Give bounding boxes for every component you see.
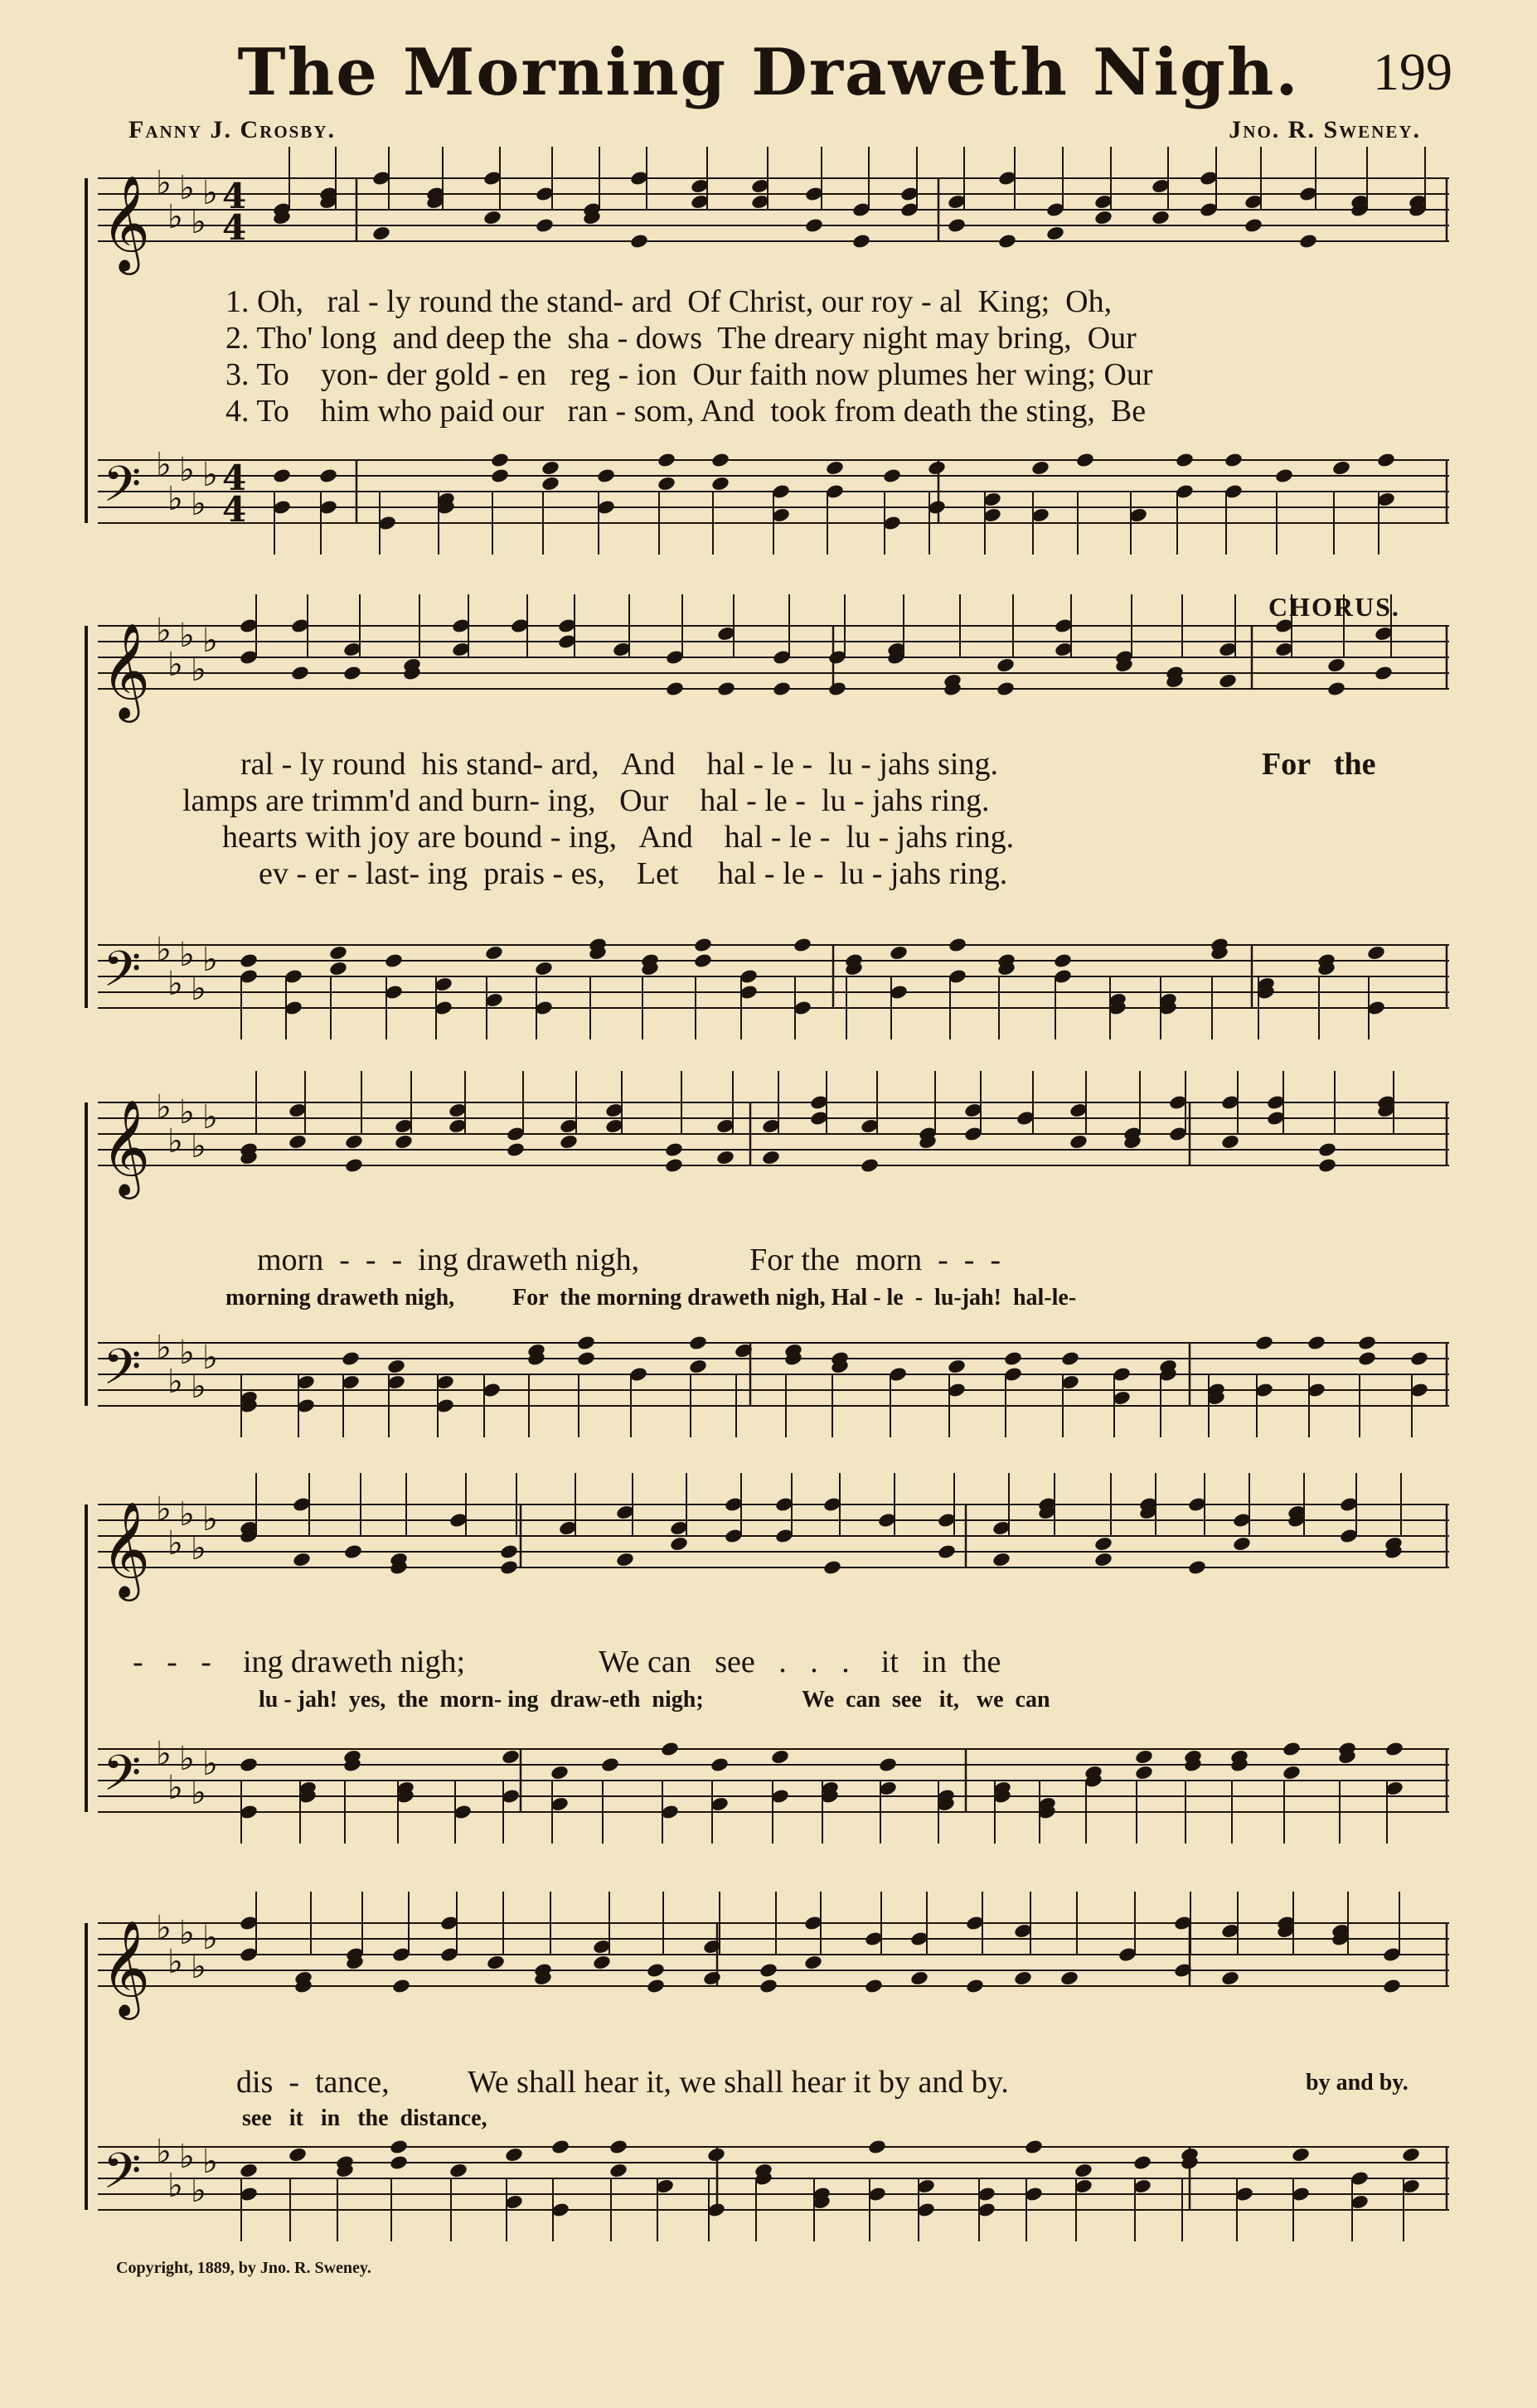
note-head: [665, 681, 685, 697]
note-head: [804, 217, 824, 234]
note-head: [239, 952, 259, 969]
note-head: [629, 233, 649, 250]
note-head: [657, 452, 676, 468]
note-head: [506, 1141, 526, 1158]
note-head: [889, 945, 909, 962]
note-head: [992, 1552, 1011, 1568]
chorus-lyric-2: - - - ing draweth nigh; We can see . . . it in the: [133, 1645, 1001, 1679]
note-head: [448, 2163, 468, 2179]
note-head: [1357, 1335, 1377, 1351]
note-head: [1401, 2147, 1421, 2163]
note-head: [793, 937, 812, 953]
note-head: [646, 1978, 666, 1994]
note-head: [860, 1157, 880, 1174]
note-head: [608, 2139, 628, 2155]
flat-icon: ♭: [202, 1500, 218, 1538]
bass-clef-icon: 𝄢: [103, 1744, 142, 1814]
flat-icon: ♭: [179, 617, 195, 655]
flat-icon: ♭: [167, 480, 183, 518]
note-head: [965, 1978, 985, 1994]
flat-icon: ♭: [179, 936, 195, 974]
note-head: [371, 225, 391, 242]
note-head: [864, 1978, 884, 1994]
flat-icon: ♭: [179, 451, 195, 489]
note-head: [1376, 452, 1396, 468]
flat-icon: ♭: [202, 941, 218, 979]
flat-icon: ♭: [179, 2138, 195, 2176]
note-head: [693, 952, 713, 969]
flat-icon: ♭: [202, 1098, 218, 1136]
note-head: [328, 945, 348, 962]
note-head: [710, 1756, 730, 1773]
flat-icon: ♭: [202, 1745, 218, 1783]
verse-4-line-2: ev - er - last- ing prais - es, Let hal - le - lu - jahs ring.: [259, 856, 1008, 891]
bass-clef-icon: 𝄢: [103, 1338, 142, 1407]
chorus-echo-lyric: by and by.: [1306, 2070, 1409, 2095]
note-head: [394, 1134, 414, 1151]
flat-icon: ♭: [167, 1122, 183, 1160]
note-head: [386, 1359, 406, 1375]
note-head: [1254, 1335, 1274, 1351]
note-head: [290, 665, 310, 681]
note-head: [318, 468, 338, 484]
flat-icon: ♭: [156, 931, 172, 969]
note-head: [825, 460, 845, 477]
note-head: [822, 1559, 842, 1576]
lyricist-credit: Fanny J. Crosby.: [128, 116, 337, 143]
note-head: [770, 1749, 790, 1766]
note-head: [541, 476, 560, 492]
flat-icon: ♭: [167, 646, 183, 684]
verse-2-line-1: 2. Tho' long and deep the sha - dows The dreary night may bring, Our: [225, 321, 1137, 356]
bass-clef-icon: 𝄢: [103, 455, 142, 525]
verse-3-line-2: hearts with joy are bound - ing, And hal - le - lu - jahs ring.: [222, 820, 1015, 855]
flat-icon: ♭: [191, 1529, 206, 1567]
note-head: [272, 468, 292, 484]
treble-clef-icon: 𝄞: [101, 622, 151, 719]
flat-icon: ♭: [191, 1948, 206, 1986]
note-head: [389, 2139, 409, 2155]
verse-3-line-1: 3. To yon- der gold - en reg - ion Our faith now plumes her wing; Our: [225, 357, 1153, 392]
note-head: [1291, 2147, 1311, 2163]
note-head: [1134, 1749, 1154, 1766]
flat-icon: ♭: [156, 1329, 172, 1367]
flat-icon: ♭: [179, 1093, 195, 1131]
chorus-lyric-1: morn - - - ing draweth nigh, For the morn - - -: [257, 1243, 1001, 1277]
note-head: [608, 2163, 628, 2179]
chorus-alto-lyric-2: lu - jah! yes, the morn- ing draw-eth nigh; We can see it, we can: [259, 1687, 1050, 1713]
note-head: [997, 233, 1017, 250]
note-head: [342, 665, 362, 681]
bass-clef-icon: 𝄢: [103, 940, 142, 1010]
note-head: [1282, 1741, 1302, 1757]
note-head: [391, 1978, 411, 1994]
note-head: [343, 1543, 363, 1560]
note-head: [499, 1559, 519, 1576]
flat-icon: ♭: [156, 1735, 172, 1773]
note-head: [541, 460, 560, 477]
note-head: [1220, 1134, 1240, 1151]
note-head: [384, 952, 404, 969]
note-head: [669, 1536, 689, 1553]
note-head: [948, 937, 967, 953]
note-head: [1224, 452, 1244, 468]
flat-icon: ♭: [167, 1769, 183, 1807]
note-head: [1244, 217, 1263, 234]
note-head: [341, 1350, 361, 1367]
note-head: [1282, 1765, 1302, 1781]
note-head: [1274, 468, 1294, 484]
verse-2-line-2: lamps are trimm'd and burn- ing, Our hal - le - lu - jahs ring.: [182, 783, 990, 818]
note-head: [1134, 1765, 1154, 1781]
flat-icon: ♭: [179, 1495, 195, 1533]
note-head: [1232, 1536, 1252, 1553]
note-head: [947, 1359, 967, 1375]
time-signature-bottom: 4: [222, 207, 247, 248]
note-head: [772, 681, 792, 697]
flat-icon: ♭: [156, 2133, 172, 2171]
chorus-alto-lyric-1: morning draweth nigh, For the morning draweth nigh, Hal - le - lu-jah! hal-le-: [225, 1285, 1077, 1311]
note-head: [1074, 2163, 1093, 2179]
note-head: [1093, 1536, 1113, 1553]
note-head: [490, 468, 510, 484]
note-head: [239, 1756, 259, 1773]
note-head: [1069, 1134, 1089, 1151]
note-head: [657, 476, 676, 492]
note-head: [996, 681, 1016, 697]
flat-icon: ♭: [156, 446, 172, 484]
flat-icon: ♭: [156, 164, 172, 202]
chorus-label: CHORUS.: [1268, 592, 1400, 622]
note-head: [1382, 1978, 1402, 1994]
flat-icon: ♭: [191, 1368, 206, 1406]
note-head: [761, 1150, 781, 1166]
flat-icon: ♭: [167, 198, 183, 236]
flat-icon: ♭: [167, 965, 183, 1003]
note-head: [504, 2147, 524, 2163]
note-head: [1409, 1350, 1429, 1367]
note-head: [1059, 1970, 1079, 1987]
flat-icon: ♭: [202, 1339, 218, 1377]
note-head: [1326, 681, 1346, 697]
note-head: [664, 1141, 684, 1158]
note-head: [688, 1359, 708, 1375]
note-head: [867, 2139, 887, 2155]
verse-1-line-1: 1. Oh, ral - ly round the stand- ard Of Christ, our roy - al King; Oh,: [225, 284, 1113, 319]
note-head: [937, 1543, 957, 1560]
note-head: [550, 1765, 570, 1781]
note-head: [927, 460, 947, 477]
verse-1-line-2: ral - ly round his stand- ard, And hal - le - lu - jahs sing.: [240, 747, 998, 782]
note-head: [1298, 233, 1318, 250]
note-head: [486, 1955, 506, 1971]
composer-credit: Jno. R. Sweney.: [1229, 116, 1421, 143]
note-head: [288, 2147, 308, 2163]
flat-icon: ♭: [167, 1524, 183, 1563]
note-head: [484, 945, 504, 962]
note-head: [1357, 1350, 1377, 1367]
note-head: [759, 1978, 778, 1994]
flat-icon: ♭: [156, 1088, 172, 1126]
note-head: [389, 2154, 409, 2171]
note-head: [1045, 225, 1065, 242]
note-head: [715, 1150, 735, 1166]
treble-clef-icon: 𝄞: [101, 1919, 151, 2016]
note-head: [803, 1955, 823, 1971]
note-head: [344, 1157, 364, 1174]
note-head: [1151, 210, 1171, 226]
note-head: [1030, 460, 1050, 477]
flat-icon: ♭: [202, 2143, 218, 2181]
verse-4-line-1: 4. To him who paid our ran - som, And took from death the sting, Be: [225, 394, 1147, 429]
note-head: [1093, 1552, 1113, 1568]
note-head: [1093, 210, 1113, 226]
chorus-lyric-3: dis - tance, We shall hear it, we shall hear it by and by.: [236, 2065, 1009, 2100]
treble-clef-icon: 𝄞: [101, 1098, 151, 1195]
note-head: [1384, 1741, 1404, 1757]
note-head: [1218, 673, 1238, 690]
note-head: [535, 217, 555, 234]
note-head: [288, 1134, 308, 1151]
flat-icon: ♭: [202, 1919, 218, 1957]
bass-clef-icon: 𝄢: [103, 2142, 142, 2212]
note-head: [710, 476, 730, 492]
note-head: [664, 1157, 684, 1174]
note-head: [646, 1962, 666, 1979]
flat-icon: ♭: [167, 2167, 183, 2205]
note-head: [1366, 945, 1386, 962]
flat-icon: ♭: [179, 1334, 195, 1372]
flat-icon: ♭: [167, 1943, 183, 1981]
note-head: [592, 1955, 612, 1971]
flat-icon: ♭: [179, 1740, 195, 1778]
note-head: [499, 1543, 519, 1560]
time-signature-top: 4: [222, 176, 247, 216]
flat-icon: ♭: [179, 1914, 195, 1952]
hymn-title: The Morning Draweth Nigh.: [237, 35, 1300, 110]
note-head: [615, 1552, 635, 1568]
note-head: [759, 1962, 778, 1979]
flat-icon: ♭: [156, 1490, 172, 1529]
flat-icon: ♭: [191, 651, 206, 689]
note-head: [882, 468, 902, 484]
flat-icon: ♭: [191, 1127, 206, 1165]
note-head: [490, 452, 510, 468]
treble-clef-icon: 𝄞: [101, 1500, 151, 1597]
note-head: [996, 657, 1016, 674]
time-signature-top: 4: [222, 458, 247, 498]
note-head: [600, 1756, 620, 1773]
note-head: [1374, 665, 1394, 681]
note-head: [596, 468, 616, 484]
note-head: [534, 961, 554, 977]
flat-icon: ♭: [156, 1909, 172, 1947]
note-head: [1317, 1157, 1337, 1174]
note-head: [827, 681, 847, 697]
note-head: [1132, 2154, 1152, 2171]
flat-icon: ♭: [202, 456, 218, 494]
flat-icon: ♭: [191, 203, 206, 241]
note-head: [576, 1335, 596, 1351]
note-head: [1220, 1970, 1240, 1987]
flat-icon: ♭: [191, 2172, 206, 2210]
note-head: [1075, 452, 1095, 468]
note-head: [292, 1552, 312, 1568]
note-head: [239, 2163, 259, 2179]
note-head: [1326, 657, 1346, 674]
note-head: [1331, 460, 1351, 477]
page-number: 199: [1373, 42, 1452, 101]
note-head: [878, 1756, 898, 1773]
note-head: [947, 217, 967, 234]
copyright-notice: Copyright, 1889, by Jno. R. Sweney.: [116, 2259, 371, 2277]
note-head: [559, 1134, 579, 1151]
time-signature-bottom: 4: [222, 489, 247, 530]
note-head: [328, 961, 348, 977]
chorus-alto-lyric-3: see it in the distance,: [242, 2105, 487, 2131]
note-head: [576, 1350, 596, 1367]
note-head: [482, 210, 502, 226]
flat-icon: ♭: [179, 169, 195, 207]
note-head: [344, 1134, 364, 1151]
flat-icon: ♭: [191, 485, 206, 523]
note-head: [716, 681, 736, 697]
note-head: [851, 233, 871, 250]
flat-icon: ♭: [167, 1363, 183, 1401]
note-head: [1317, 1141, 1337, 1158]
note-head: [693, 937, 713, 953]
note-head: [1187, 1559, 1207, 1576]
note-head: [688, 1335, 708, 1351]
note-head: [1013, 1970, 1033, 1987]
note-head: [1003, 1350, 1023, 1367]
note-head: [550, 2139, 570, 2155]
note-head: [501, 1749, 521, 1766]
note-head: [1060, 1350, 1080, 1367]
flat-icon: ♭: [156, 612, 172, 650]
note-head: [909, 1970, 929, 1987]
note-head: [1053, 952, 1073, 969]
note-head: [1175, 452, 1195, 468]
chorus-start-lyric: For the: [1262, 747, 1376, 782]
note-head: [1024, 2139, 1044, 2155]
flat-icon: ♭: [202, 622, 218, 660]
flat-icon: ♭: [191, 970, 206, 1008]
note-head: [702, 1970, 722, 1987]
flat-icon: ♭: [191, 1774, 206, 1812]
note-head: [660, 1741, 680, 1757]
note-head: [1307, 1335, 1326, 1351]
treble-clef-icon: 𝄞: [101, 174, 151, 271]
note-head: [710, 452, 730, 468]
flat-icon: ♭: [202, 174, 218, 212]
